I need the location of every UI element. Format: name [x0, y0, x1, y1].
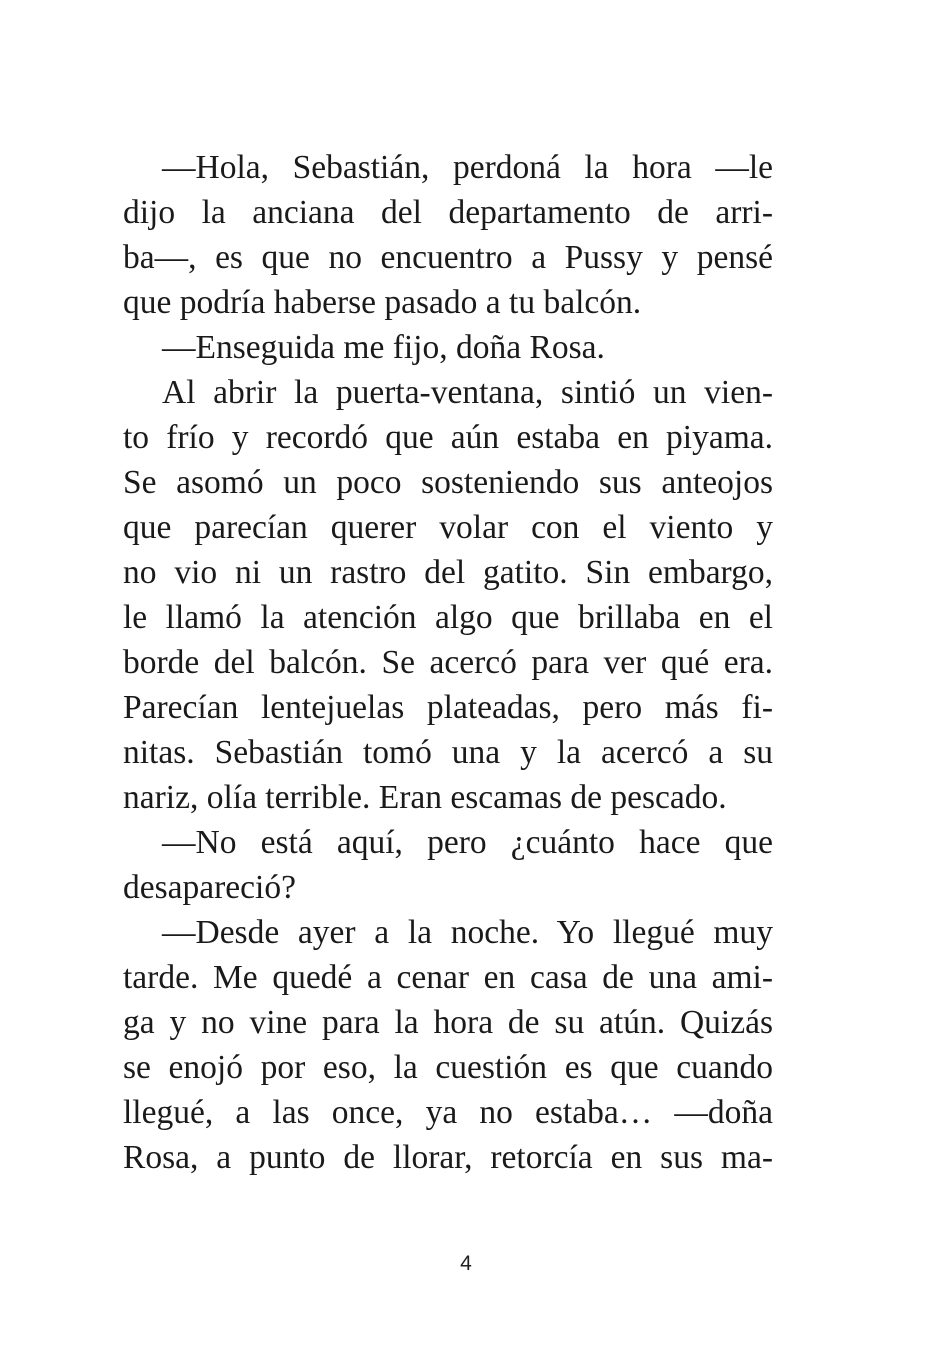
text-line: no vio ni un rastro del gatito. Sin embargo,	[123, 554, 773, 591]
text-line: borde del balcón. Se acercó para ver qué era.	[123, 644, 773, 681]
text-line: ga y no vine para la hora de su atún. Quizás	[123, 1004, 773, 1041]
text-line: —Desde ayer a la noche. Yo llegué muy	[162, 914, 773, 951]
text-line: que parecían querer volar con el viento y	[123, 509, 773, 546]
text-line: Parecían lentejuelas plateadas, pero más fi-	[123, 689, 773, 726]
text-line: Al abrir la puerta-ventana, sintió un vien-	[162, 374, 773, 411]
text-line: nitas. Sebastián tomó una y la acercó a su	[123, 734, 773, 771]
body-text	[123, 145, 773, 1180]
text-line: to frío y recordó que aún estaba en piyama.	[123, 419, 773, 456]
text-line: —No está aquí, pero ¿cuánto hace que	[162, 824, 773, 861]
text-line: llegué, a las once, ya no estaba… —doña	[123, 1094, 773, 1131]
text-line: se enojó por eso, la cuestión es que cuando	[123, 1049, 773, 1086]
text-line: nariz, olía terrible. Eran escamas de pescado.	[123, 779, 727, 816]
page-number: 4	[460, 1252, 472, 1275]
text-line: Rosa, a punto de llorar, retorcía en sus ma-	[123, 1139, 773, 1176]
text-line: —Hola, Sebastián, perdoná la hora —le	[162, 149, 773, 186]
text-line: —Enseguida me fijo, doña Rosa.	[162, 329, 605, 366]
text-line: le llamó la atención algo que brillaba en el	[123, 599, 773, 636]
text-line: que podría haberse pasado a tu balcón.	[123, 284, 642, 321]
text-line: ba—, es que no encuentro a Pussy y pensé	[123, 239, 773, 276]
text-line: tarde. Me quedé a cenar en casa de una ami-	[123, 959, 773, 996]
text-line: dijo la anciana del departamento de arri-	[123, 194, 773, 231]
text-line: Se asomó un poco sosteniendo sus anteojos	[123, 464, 773, 501]
text-line: desapareció?	[123, 869, 296, 906]
